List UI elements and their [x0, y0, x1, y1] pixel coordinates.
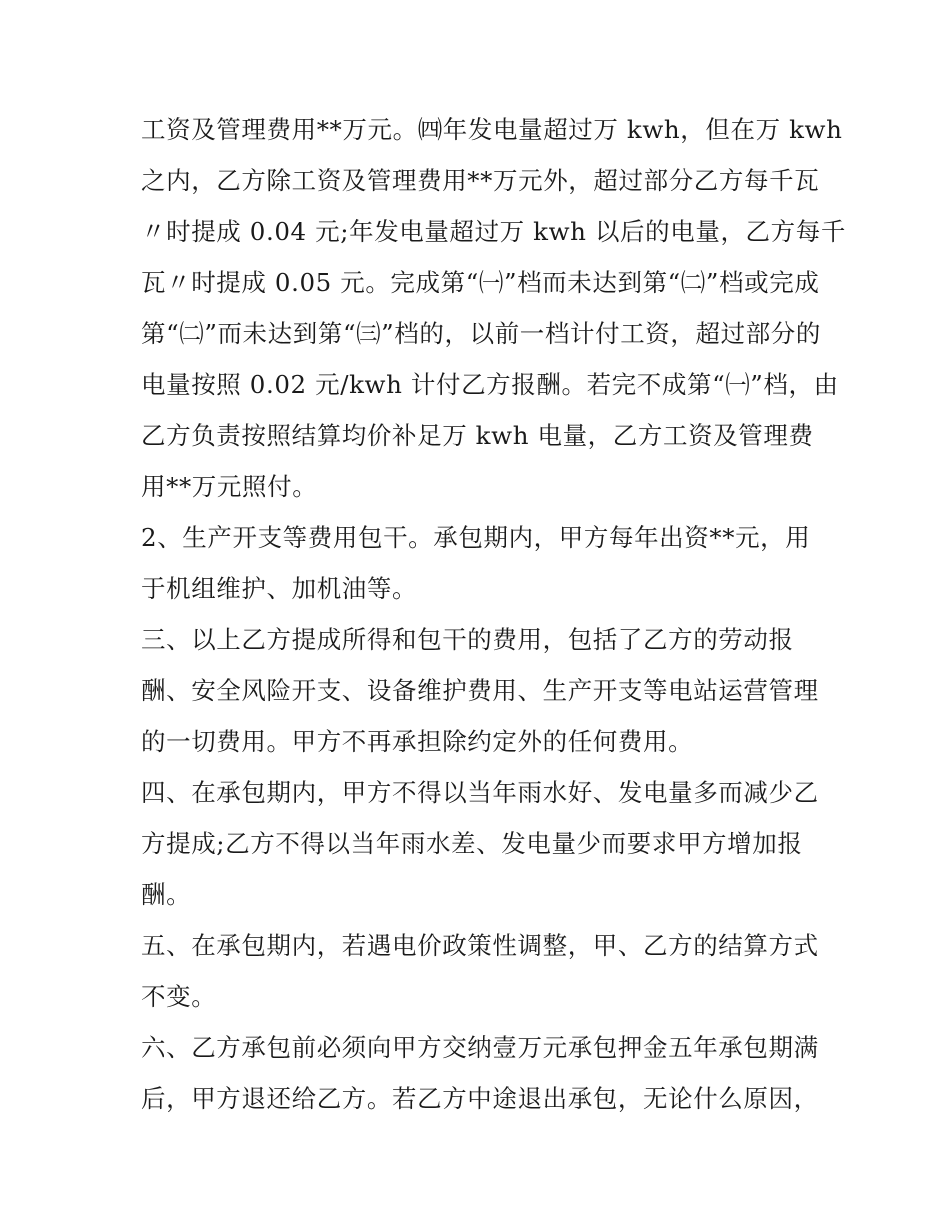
clause-5-start: 五、在承包期内，若遇电价政策性调整，甲、乙方的结算方式: [141, 931, 819, 960]
text-line: 的一切费用。甲方不再承担除约定外的任何费用。: [141, 727, 694, 756]
text-line: 乙方负责按照结算均价补足万 kwh 电量，乙方工资及管理费: [141, 421, 814, 450]
text-line: 〃时提成 0.04 元;年发电量超过万 kwh 以后的电量，乙方每千: [141, 217, 846, 246]
text-line: 后，甲方退还给乙方。若乙方中途退出承包，无论什么原因，: [141, 1084, 819, 1113]
clause-3-start: 三、以上乙方提成所得和包干的费用，包括了乙方的劳动报: [141, 625, 794, 654]
text-line: 工资及管理费用**万元。㈣年发电量超过万 kwh，但在万 kwh: [141, 115, 843, 144]
text-line: 酬。: [141, 880, 192, 909]
clause-4-start: 四、在承包期内，甲方不得以当年雨水好、发电量多而减少乙: [141, 778, 819, 807]
text-line: 第“㈡”而未达到第“㈢”档的，以前一档计付工资，超过部分的: [141, 319, 821, 348]
document-body: [141, 104, 846, 1124]
text-line: 于机组维护、加机油等。: [141, 574, 418, 603]
text-line: 电量按照 0.02 元/kwh 计付乙方报酬。若完不成第“㈠”档，由: [141, 370, 839, 399]
text-line: 方提成;乙方不得以当年雨水差、发电量少而要求甲方增加报: [141, 829, 803, 858]
clause-2-start: 2、生产开支等费用包干。承包期内，甲方每年出资**元，用: [141, 523, 811, 552]
text-line: 不变。: [141, 982, 217, 1011]
text-line: 用**万元照付。: [141, 472, 318, 501]
text-line: 酬、安全风险开支、设备维护费用、生产开支等电站运营管理: [141, 676, 819, 705]
clause-6-start: 六、乙方承包前必须向甲方交纳壹万元承包押金五年承包期满: [141, 1033, 819, 1062]
text-line: 瓦〃时提成 0.05 元。完成第“㈠”档而未达到第“㈡”档或完成: [141, 268, 820, 297]
text-line: 之内，乙方除工资及管理费用**万元外，超过部分乙方每千瓦: [141, 166, 820, 195]
